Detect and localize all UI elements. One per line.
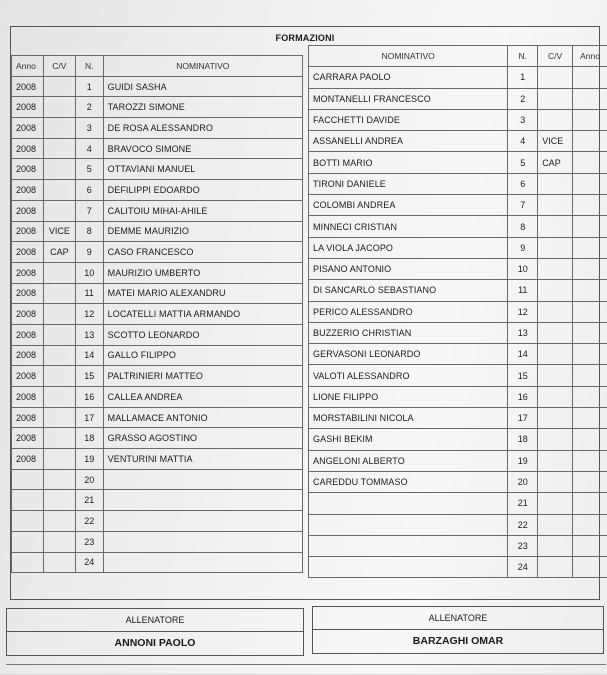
player-role: VICE — [538, 131, 573, 152]
player-role — [43, 345, 75, 366]
table-row — [309, 258, 607, 279]
table-row — [12, 304, 303, 325]
table-row — [12, 511, 303, 532]
player-name: MORSTABILINI NICOLA — [309, 408, 508, 429]
player-role — [43, 97, 75, 118]
player-number: 20 — [75, 469, 103, 490]
player-name: MATEI MARIO ALEXANDRU — [103, 283, 302, 304]
table-row — [309, 237, 607, 258]
player-role — [43, 159, 75, 180]
player-year: 2008 — [12, 304, 44, 325]
player-year — [573, 173, 607, 194]
player-year — [573, 301, 607, 322]
player-number: 13 — [508, 322, 538, 343]
player-year: 2008 — [12, 387, 44, 408]
table-row — [309, 88, 607, 109]
player-year — [573, 109, 607, 130]
player-name: MONTANELLI FRANCESCO — [309, 88, 508, 109]
player-role — [43, 283, 75, 304]
player-number: 21 — [75, 490, 103, 511]
player-name — [103, 469, 302, 490]
player-number: 7 — [508, 195, 538, 216]
header-cv: C/V — [538, 46, 573, 67]
player-name: CALLEA ANDREA — [103, 387, 302, 408]
player-role — [43, 138, 75, 159]
bottom-border — [6, 664, 606, 675]
player-role — [538, 258, 573, 279]
player-name: CALITOIU MIHAI-AHILE — [103, 200, 302, 221]
player-role: CAP — [538, 152, 573, 173]
player-number: 9 — [508, 237, 538, 258]
away-team-table — [308, 45, 607, 578]
home-coach-name: ANNONI PAOLO — [7, 632, 303, 654]
player-number: 17 — [75, 407, 103, 428]
player-role — [43, 511, 75, 532]
player-year — [573, 67, 607, 88]
player-role: VICE — [43, 221, 75, 242]
player-year — [12, 469, 44, 490]
player-name — [309, 514, 508, 535]
player-role — [43, 552, 75, 573]
player-name: DI SANCARLO SEBASTIANO — [309, 280, 508, 301]
player-year — [573, 450, 607, 471]
player-name: GASHI BEKIM — [309, 429, 508, 450]
player-year — [573, 514, 607, 535]
player-role — [538, 173, 573, 194]
player-role — [538, 365, 573, 386]
player-year — [573, 322, 607, 343]
player-name: GALLO FILIPPO — [103, 345, 302, 366]
player-name: CARRARA PAOLO — [309, 67, 508, 88]
player-role — [538, 88, 573, 109]
player-year — [573, 429, 607, 450]
player-name: MAURIZIO UMBERTO — [103, 262, 302, 283]
table-row — [12, 221, 303, 242]
table-row — [309, 344, 607, 365]
player-number: 16 — [75, 387, 103, 408]
player-role — [43, 428, 75, 449]
table-row — [309, 408, 607, 429]
player-number: 18 — [75, 428, 103, 449]
player-role — [538, 280, 573, 301]
player-year: 2008 — [12, 449, 44, 470]
player-number: 6 — [75, 180, 103, 201]
player-year: 2008 — [12, 221, 44, 242]
player-year — [573, 258, 607, 279]
player-role — [538, 408, 573, 429]
table-row — [309, 535, 607, 556]
player-role — [538, 67, 573, 88]
player-year — [573, 216, 607, 237]
table-row — [309, 195, 607, 216]
player-role — [538, 344, 573, 365]
player-number: 23 — [508, 535, 538, 556]
player-role — [43, 118, 75, 139]
player-role — [43, 76, 75, 97]
header-cv: C/V — [43, 56, 75, 77]
player-year — [573, 131, 607, 152]
player-name: PALTRINIERI MATTEO — [103, 366, 302, 387]
away-coach-label: ALLENATORE — [313, 607, 603, 630]
player-role — [43, 469, 75, 490]
player-name — [309, 493, 508, 514]
player-role — [538, 386, 573, 407]
header-nominativo: NOMINATIVO — [309, 46, 508, 67]
player-name: BUZZERIO CHRISTIAN — [309, 322, 508, 343]
table-row — [309, 67, 607, 88]
player-role — [538, 471, 573, 492]
player-role — [538, 493, 573, 514]
table-row — [12, 345, 303, 366]
home-coach-box — [6, 608, 304, 656]
player-year — [573, 408, 607, 429]
player-name — [103, 511, 302, 532]
player-role — [538, 109, 573, 130]
player-name: GUIDI SASHA — [103, 76, 302, 97]
player-year: 2008 — [12, 180, 44, 201]
player-number: 5 — [75, 159, 103, 180]
home-team-table — [11, 55, 303, 573]
table-row — [12, 180, 303, 201]
player-name: LIONE FILIPPO — [309, 386, 508, 407]
table-row — [309, 322, 607, 343]
player-number: 10 — [508, 258, 538, 279]
player-name: VENTURINI MATTIA — [103, 449, 302, 470]
player-role — [43, 449, 75, 470]
player-number: 2 — [508, 88, 538, 109]
player-year: 2008 — [12, 242, 44, 263]
player-year — [12, 552, 44, 573]
table-row — [12, 138, 303, 159]
player-role — [538, 216, 573, 237]
player-number: 24 — [508, 557, 538, 578]
player-year: 2008 — [12, 345, 44, 366]
table-row — [309, 386, 607, 407]
table-row — [309, 301, 607, 322]
table-row — [12, 283, 303, 304]
player-name: ANGELONI ALBERTO — [309, 450, 508, 471]
player-name: BOTTI MARIO — [309, 152, 508, 173]
formations-panel — [10, 26, 600, 600]
player-name: PERICO ALESSANDRO — [309, 301, 508, 322]
table-row — [12, 407, 303, 428]
player-name — [103, 490, 302, 511]
player-name: CAREDDU TOMMASO — [309, 471, 508, 492]
player-year — [573, 493, 607, 514]
player-number: 17 — [508, 408, 538, 429]
player-name: BRAVOCO SIMONE — [103, 138, 302, 159]
table-row — [309, 429, 607, 450]
player-number: 12 — [508, 301, 538, 322]
player-year: 2008 — [12, 407, 44, 428]
player-number: 15 — [75, 366, 103, 387]
player-year — [12, 531, 44, 552]
player-name — [309, 535, 508, 556]
away-coach-name: BARZAGHI OMAR — [313, 630, 603, 652]
player-role — [538, 514, 573, 535]
player-role — [538, 450, 573, 471]
table-row — [12, 552, 303, 573]
player-year — [573, 195, 607, 216]
player-number: 9 — [75, 242, 103, 263]
player-name: TIRONI DANIELE — [309, 173, 508, 194]
player-number: 19 — [75, 449, 103, 470]
player-year: 2008 — [12, 76, 44, 97]
table-row — [309, 216, 607, 237]
player-role — [538, 237, 573, 258]
player-year — [573, 535, 607, 556]
player-name — [103, 531, 302, 552]
player-role — [43, 304, 75, 325]
player-name: FACCHETTI DAVIDE — [309, 109, 508, 130]
player-year: 2008 — [12, 262, 44, 283]
player-role — [43, 490, 75, 511]
player-name: MINNECI CRISTIAN — [309, 216, 508, 237]
player-number: 11 — [508, 280, 538, 301]
player-role — [538, 535, 573, 556]
player-number: 8 — [75, 221, 103, 242]
table-row — [12, 159, 303, 180]
table-row — [12, 324, 303, 345]
player-year: 2008 — [12, 283, 44, 304]
player-year — [12, 490, 44, 511]
player-number: 3 — [508, 109, 538, 130]
away-coach-box — [312, 606, 604, 654]
player-role — [43, 531, 75, 552]
table-row — [309, 173, 607, 194]
player-year: 2008 — [12, 200, 44, 221]
header-nominativo: NOMINATIVO — [103, 56, 302, 77]
formations-title: FORMAZIONI — [11, 27, 599, 47]
player-number: 22 — [508, 514, 538, 535]
player-number: 16 — [508, 386, 538, 407]
player-name: CASO FRANCESCO — [103, 242, 302, 263]
home-table-header — [12, 56, 303, 77]
player-year — [573, 557, 607, 578]
player-year — [573, 365, 607, 386]
player-name: MALLAMACE ANTONIO — [103, 407, 302, 428]
player-year — [573, 237, 607, 258]
player-name: LOCATELLI MATTIA ARMANDO — [103, 304, 302, 325]
player-year — [573, 280, 607, 301]
player-year: 2008 — [12, 138, 44, 159]
table-row — [12, 387, 303, 408]
table-row — [309, 557, 607, 578]
player-name: SCOTTO LEONARDO — [103, 324, 302, 345]
table-row — [12, 428, 303, 449]
player-name: LA VIOLA JACOPO — [309, 237, 508, 258]
player-name: GERVASONI LEONARDO — [309, 344, 508, 365]
table-row — [309, 450, 607, 471]
player-name: VALOTI ALESSANDRO — [309, 365, 508, 386]
table-row — [12, 242, 303, 263]
player-number: 7 — [75, 200, 103, 221]
header-anno: Anno — [12, 56, 44, 77]
header-number: N. — [75, 56, 103, 77]
player-year — [573, 386, 607, 407]
player-role — [538, 429, 573, 450]
player-number: 13 — [75, 324, 103, 345]
player-name: DE ROSA ALESSANDRO — [103, 118, 302, 139]
table-row — [309, 514, 607, 535]
table-row — [12, 262, 303, 283]
player-number: 1 — [75, 76, 103, 97]
player-name: DEFILIPPI EDOARDO — [103, 180, 302, 201]
player-role — [43, 200, 75, 221]
player-name — [309, 557, 508, 578]
player-number: 3 — [75, 118, 103, 139]
player-number: 4 — [508, 131, 538, 152]
table-row — [309, 152, 607, 173]
away-table-header — [309, 46, 607, 67]
home-coach-label: ALLENATORE — [7, 609, 303, 632]
player-name: TAROZZI SIMONE — [103, 97, 302, 118]
player-number: 20 — [508, 471, 538, 492]
table-row — [12, 449, 303, 470]
player-role — [538, 301, 573, 322]
player-year — [573, 471, 607, 492]
table-row — [309, 109, 607, 130]
player-number: 8 — [508, 216, 538, 237]
player-year — [573, 152, 607, 173]
player-year: 2008 — [12, 118, 44, 139]
player-number: 22 — [75, 511, 103, 532]
table-row — [12, 366, 303, 387]
player-role — [43, 387, 75, 408]
table-row — [309, 131, 607, 152]
player-year: 2008 — [12, 428, 44, 449]
table-row — [309, 493, 607, 514]
table-row — [12, 200, 303, 221]
player-number: 21 — [508, 493, 538, 514]
player-year: 2008 — [12, 159, 44, 180]
player-role: CAP — [43, 242, 75, 263]
player-name — [103, 552, 302, 573]
player-name: ASSANELLI ANDREA — [309, 131, 508, 152]
player-name: GRASSO AGOSTINO — [103, 428, 302, 449]
player-year — [573, 88, 607, 109]
table-row — [12, 118, 303, 139]
table-row — [309, 471, 607, 492]
player-number: 2 — [75, 97, 103, 118]
cut-off-header-text — [0, 0, 607, 10]
player-role — [43, 324, 75, 345]
player-number: 1 — [508, 67, 538, 88]
player-year: 2008 — [12, 324, 44, 345]
player-role — [43, 262, 75, 283]
table-row — [12, 490, 303, 511]
table-row — [12, 469, 303, 490]
player-number: 18 — [508, 429, 538, 450]
player-number: 19 — [508, 450, 538, 471]
player-number: 4 — [75, 138, 103, 159]
player-role — [43, 407, 75, 428]
player-year: 2008 — [12, 366, 44, 387]
table-row — [309, 365, 607, 386]
player-role — [538, 557, 573, 578]
player-role — [538, 322, 573, 343]
player-number: 14 — [508, 344, 538, 365]
player-year — [573, 344, 607, 365]
player-number: 6 — [508, 173, 538, 194]
table-row — [309, 280, 607, 301]
table-row — [12, 97, 303, 118]
player-number: 24 — [75, 552, 103, 573]
player-role — [43, 366, 75, 387]
player-number: 15 — [508, 365, 538, 386]
table-row — [12, 531, 303, 552]
player-name: DEMME MAURIZIO — [103, 221, 302, 242]
player-number: 10 — [75, 262, 103, 283]
table-row — [12, 76, 303, 97]
header-number: N. — [508, 46, 538, 67]
header-anno: Anno — [573, 46, 607, 67]
player-year — [12, 511, 44, 532]
player-name: OTTAVIANI MANUEL — [103, 159, 302, 180]
player-number: 12 — [75, 304, 103, 325]
player-name: COLOMBI ANDREA — [309, 195, 508, 216]
player-role — [43, 180, 75, 201]
player-number: 5 — [508, 152, 538, 173]
player-number: 23 — [75, 531, 103, 552]
player-number: 11 — [75, 283, 103, 304]
player-role — [538, 195, 573, 216]
player-name: PISANO ANTONIO — [309, 258, 508, 279]
player-number: 14 — [75, 345, 103, 366]
player-year: 2008 — [12, 97, 44, 118]
